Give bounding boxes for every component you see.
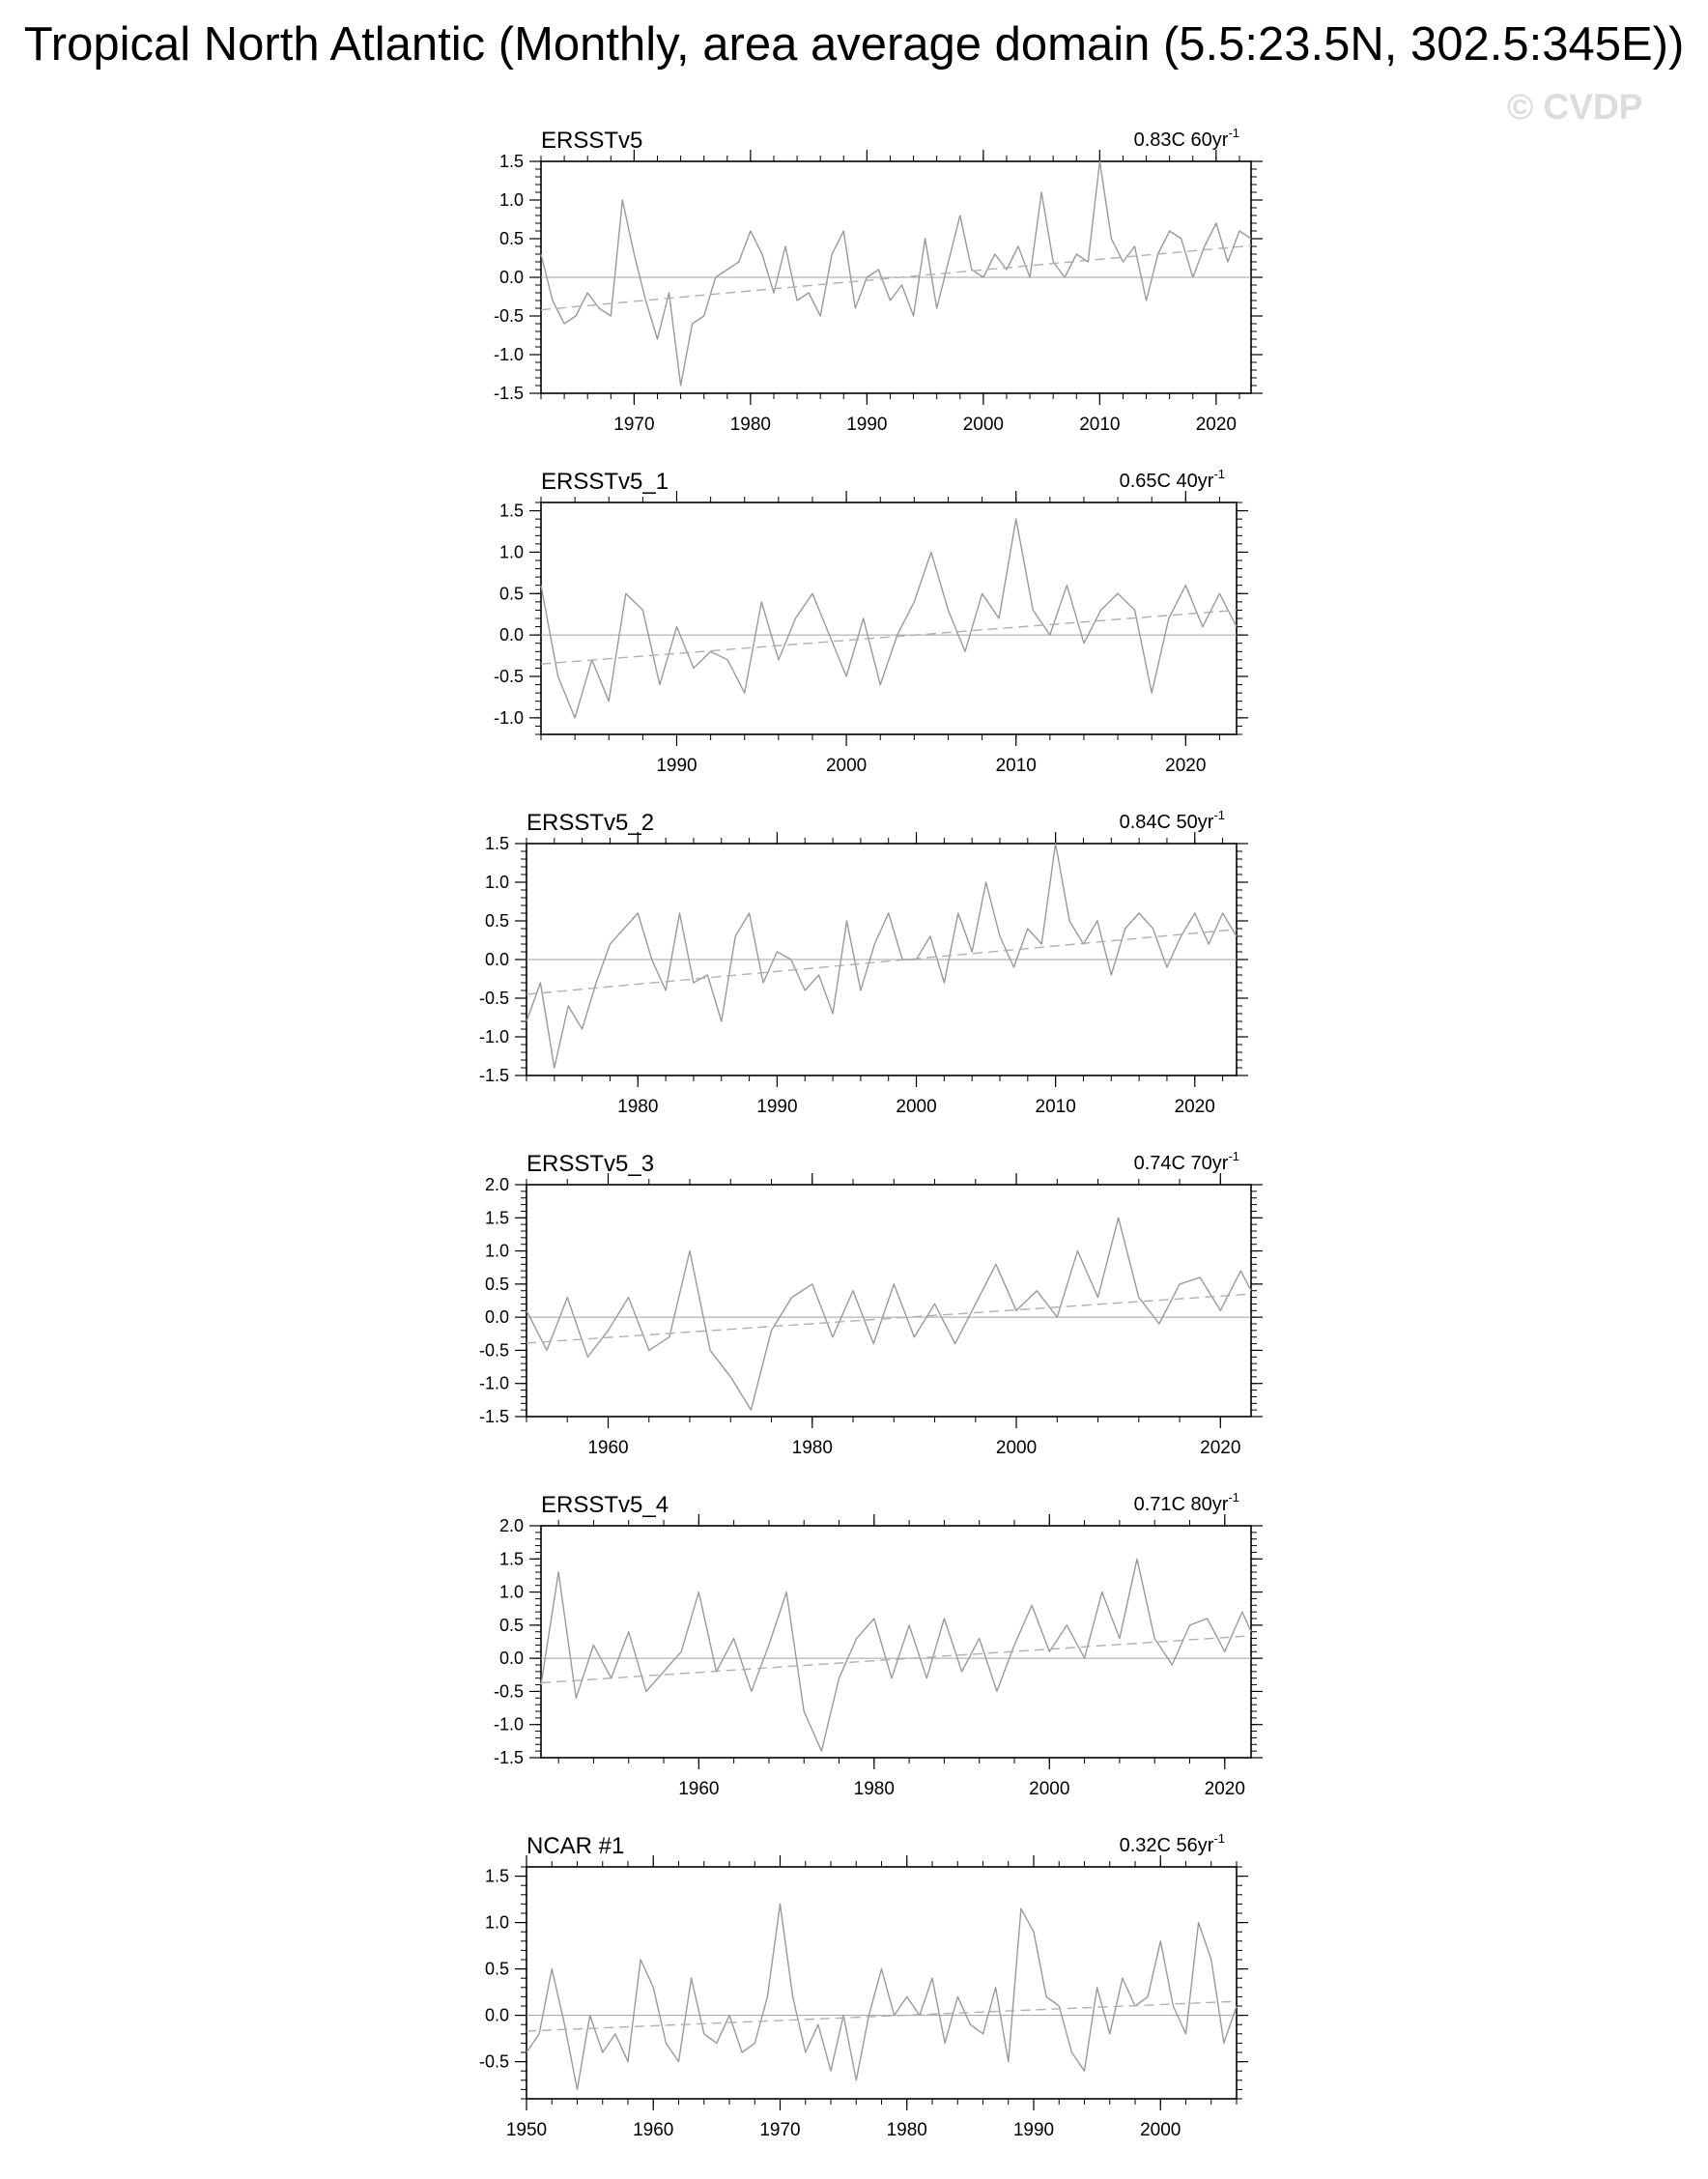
panel-title: ERSSTv5: [541, 128, 643, 154]
y-tick-label: -1.0: [478, 1373, 509, 1393]
x-tick-label: 2020: [1195, 415, 1237, 435]
x-tick-label: 1960: [678, 1779, 720, 1799]
plot-frame: [527, 1867, 1237, 2099]
y-tick-label: 0.5: [484, 1274, 509, 1294]
main-title: Tropical North Atlantic (Monthly, area average domain (5.5:23.5N, 302.5:345E)): [23, 18, 1685, 71]
x-tick-label: 1990: [656, 756, 697, 776]
y-tick-label: -1.5: [493, 384, 524, 403]
cvdp-watermark: © CVDP: [1507, 87, 1643, 127]
series-line: [541, 1559, 1251, 1751]
x-tick-label: 2020: [1174, 1097, 1215, 1117]
y-tick-label: -0.5: [478, 1340, 509, 1361]
y-tick-label: 2.0: [484, 1175, 509, 1194]
chart-panel: [479, 1831, 1248, 2140]
plot-frame: [541, 1526, 1251, 1758]
y-tick-label: -1.5: [493, 1748, 524, 1767]
y-tick-label: -0.5: [478, 989, 509, 1008]
x-tick-label: 2000: [962, 415, 1005, 435]
y-tick-label: -0.5: [493, 1681, 524, 1702]
trend-annotation: 0.71C $80yr^{-1}$: [1133, 1490, 1239, 1515]
y-tick-label: 0.5: [498, 584, 524, 604]
x-tick-label: 2010: [1079, 415, 1121, 435]
x-tick-label: 1980: [853, 1779, 895, 1799]
series-line: [541, 161, 1251, 386]
y-tick-label: 1.5: [484, 1208, 509, 1228]
x-tick-label: 2020: [1200, 1438, 1241, 1458]
x-tick-label: 1980: [886, 2120, 927, 2140]
trend-line: [541, 1636, 1251, 1683]
chart-panel: [494, 467, 1248, 776]
trend-annotation: 0.83C $60yr^{-1}$: [1133, 126, 1239, 151]
series-line: [527, 1218, 1251, 1410]
trend-annotation: 0.84C $50yr^{-1}$: [1119, 808, 1225, 833]
y-tick-label: 0.5: [498, 1615, 524, 1635]
y-tick-label: -0.5: [478, 2051, 509, 2072]
y-tick-label: 1.5: [498, 152, 524, 171]
y-tick-label: 1.0: [484, 873, 509, 892]
trend-annotation: 0.32C $56yr^{-1}$: [1119, 1831, 1225, 1856]
panel-title: ERSSTv5_4: [541, 1492, 669, 1518]
x-tick-label: 1990: [846, 415, 888, 435]
y-tick-label: 0.0: [498, 625, 524, 645]
y-tick-label: 1.0: [498, 1582, 524, 1602]
y-tick-label: 1.0: [484, 1912, 509, 1933]
y-tick-label: -1.0: [493, 707, 524, 728]
trend-annotation: 0.74C $70yr^{-1}$: [1133, 1149, 1239, 1174]
y-tick-label: 1.5: [498, 501, 524, 521]
x-tick-label: 2010: [1035, 1097, 1076, 1117]
x-tick-label: 2020: [1204, 1779, 1245, 1799]
trend-line: [527, 930, 1237, 994]
y-tick-label: -1.5: [478, 1407, 509, 1426]
y-tick-label: -1.5: [478, 1066, 509, 1085]
y-tick-label: 0.5: [484, 911, 509, 931]
chart-panel: [494, 1490, 1263, 1799]
x-tick-label: 2000: [1140, 2120, 1181, 2140]
x-tick-label: 1980: [791, 1438, 833, 1458]
y-tick-label: 0.5: [484, 1959, 509, 1979]
y-tick-label: 0.5: [498, 229, 524, 248]
x-tick-label: 2020: [1165, 756, 1207, 776]
series-line: [527, 844, 1237, 1068]
x-tick-label: 1990: [756, 1097, 798, 1117]
y-tick-label: 0.0: [498, 1649, 524, 1669]
x-tick-label: 2010: [995, 756, 1037, 776]
trend-annotation: 0.65C $40yr^{-1}$: [1119, 467, 1225, 492]
y-tick-label: 0.0: [498, 268, 524, 287]
x-tick-label: 1990: [1012, 2120, 1055, 2140]
y-tick-label: 1.5: [484, 1866, 509, 1886]
x-tick-label: 1970: [613, 415, 655, 435]
y-tick-label: 1.0: [498, 542, 524, 562]
x-tick-label: 1960: [633, 2120, 674, 2140]
panel-title: ERSSTv5_2: [527, 810, 655, 836]
x-tick-label: 1980: [729, 415, 772, 435]
x-tick-label: 2000: [1029, 1779, 1070, 1799]
y-tick-label: 1.0: [484, 1241, 509, 1261]
x-tick-label: 1980: [617, 1097, 659, 1117]
x-tick-label: 2000: [896, 1097, 937, 1117]
y-tick-label: 1.0: [498, 190, 524, 210]
chart-panel: [494, 126, 1263, 435]
series-line: [527, 1904, 1237, 2089]
x-tick-label: 1960: [587, 1438, 629, 1458]
panel-title: ERSSTv5_3: [527, 1151, 655, 1177]
panel-title: NCAR #1: [527, 1833, 625, 1859]
chart-panel: [479, 808, 1248, 1117]
panel-title: ERSSTv5_1: [541, 469, 669, 495]
y-tick-label: 1.5: [498, 1549, 524, 1569]
y-tick-label: 1.5: [484, 834, 509, 853]
y-tick-label: -1.0: [493, 1714, 524, 1735]
x-tick-label: 2000: [995, 1438, 1038, 1458]
y-tick-label: 0.0: [484, 2005, 509, 2025]
y-tick-label: 0.0: [484, 950, 509, 969]
y-tick-label: -0.5: [493, 306, 524, 326]
y-tick-label: 2.0: [498, 1516, 524, 1535]
y-tick-label: -0.5: [493, 667, 524, 686]
y-tick-label: -1.0: [493, 345, 524, 364]
x-tick-label: 1970: [759, 2120, 801, 2140]
chart-panel: [479, 1149, 1263, 1458]
y-tick-label: -1.0: [478, 1027, 509, 1046]
x-tick-label: 1950: [505, 2120, 548, 2140]
y-tick-label: 0.0: [484, 1307, 509, 1328]
x-tick-label: 2000: [825, 756, 868, 776]
